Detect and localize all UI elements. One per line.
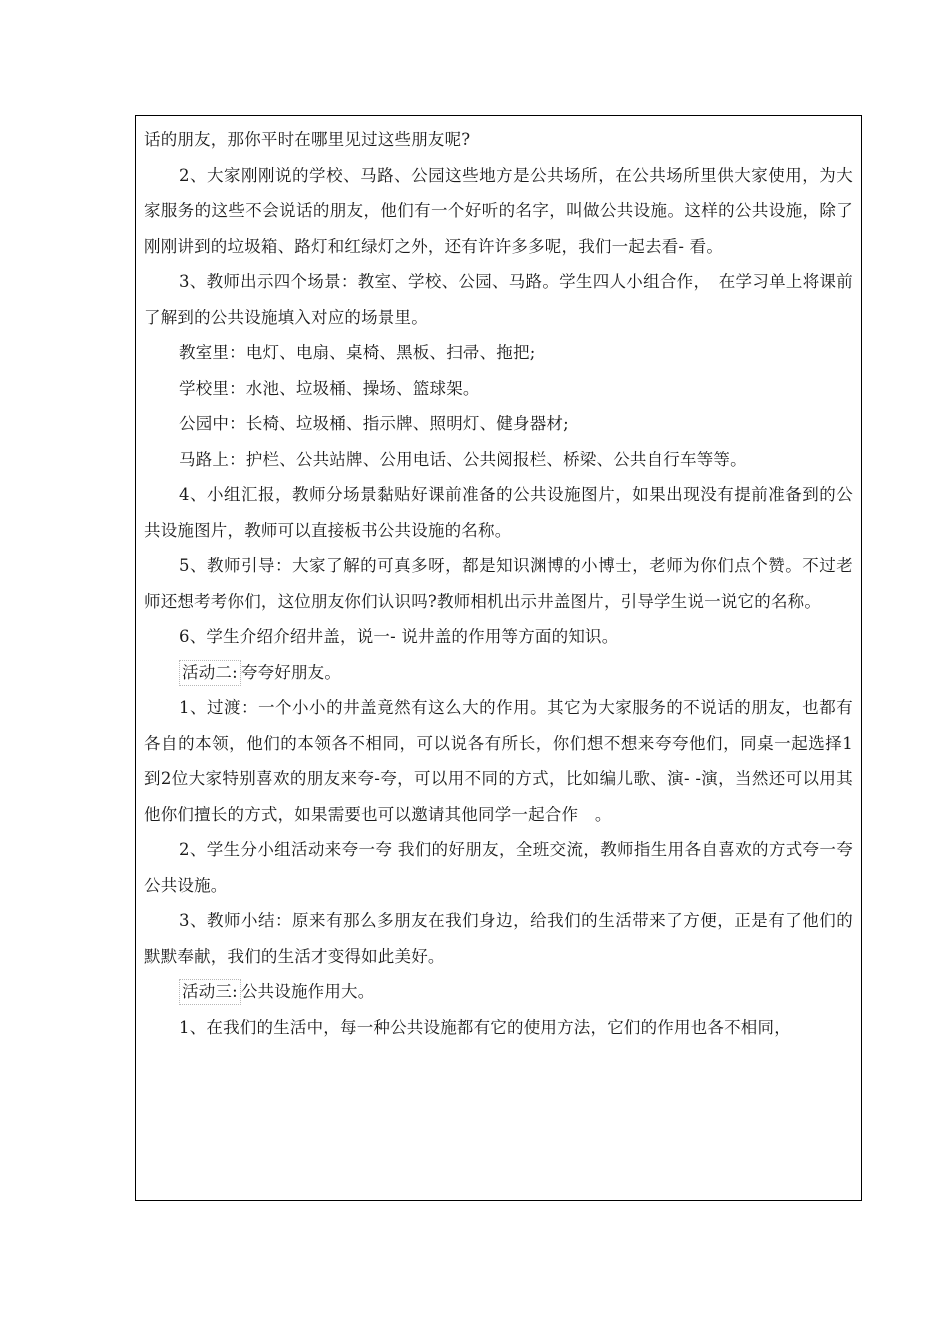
paragraph — [144, 619, 853, 655]
content-table-cell — [135, 115, 862, 1201]
activity-label: 活动二: — [179, 660, 241, 686]
paragraph — [144, 690, 853, 832]
paragraph-text: 6、学生介绍介绍井盖，说一- 说井盖的作用等方面的知识。 — [179, 627, 619, 646]
paragraph-text: 1、过渡：一个小小的井盖竟然有这么大的作用。其它为大家服务的不说话的朋友，也都有各自的本领，他们的本领各不相同，可以说各有所长，你们想不想来夸夸他们，同桌一起选择1到2位大家特别喜欢的朋友来夸-夸，可以用不同的方式，比如编儿歌、演- -演，当然还可以用其他你们擅长的方式，如果需要也可以邀请其他同学一起合作 。 — [144, 698, 853, 824]
paragraph-text: 学校里：水池、垃圾桶、操场、篮球架。 — [179, 378, 480, 398]
paragraph — [144, 442, 853, 478]
paragraph-text: 3、教师小结：原来有那么多朋友在我们身边，给我们的生活带来了方便，正是有了他们的默默奉献，我们的生活才变得如此美好。 — [144, 911, 853, 966]
paragraph — [144, 406, 853, 442]
paragraph-text: 1、在我们的生活中，每一种公共设施都有它的使用方法，它们的作用也各不相同， — [179, 1017, 791, 1037]
paragraph-text: 5、教师引导：大家了解的可真多呀，都是知识渊博的小博士，老师为你们点个赞。不过老师还想考考你们，这位朋友你们认识吗?教师相机出示井盖图片，引导学生说一说它的名称。 — [144, 556, 853, 611]
paragraph — [144, 832, 853, 903]
paragraph — [144, 903, 853, 974]
paragraph-text: 公共设施作用大。 — [240, 982, 375, 1001]
document-body — [144, 122, 853, 1045]
activity-heading — [144, 655, 853, 691]
paragraph — [144, 264, 853, 335]
paragraph — [144, 548, 853, 619]
paragraph — [144, 371, 853, 407]
paragraph-text: 2、学生分小组活动来夸一夸 我们的好朋友，全班交流，教师指生用各自喜欢的方式夸一夸 公共设施。 — [144, 840, 853, 895]
paragraph-text: 2、大家刚刚说的学校、马路、公园这些地方是公共场所，在公共场所里供大家使用，为大家服务的这些不会说话的朋友，他们有一个好听的名字，叫做公共设施。这样的公共设施，除了刚刚讲到的垃圾箱、路灯和红绿灯之外，还有许许多多呢，我们一起去看- 看。 — [144, 165, 853, 256]
paragraph-text: 夸夸好朋友。 — [240, 662, 342, 682]
activity-heading — [144, 974, 853, 1010]
paragraph — [144, 122, 853, 158]
paragraph-text: 马路上：护栏、公共站牌、公用电话、公共阅报栏、桥梁、公共自行车等等。 — [179, 449, 747, 469]
paragraph — [144, 335, 853, 371]
paragraph — [144, 158, 853, 265]
paragraph-text: 公园中：长椅、垃圾桶、指示牌、照明灯、健身器材; — [179, 414, 569, 433]
paragraph-text: 3、教师出示四个场景：教室、学校、公园、马路。学生四人小组合作， 在学习单上将课前了解到的公共设施填入对应的场景里。 — [144, 272, 853, 327]
paragraph — [144, 1010, 853, 1046]
paragraph — [144, 477, 853, 548]
paragraph-text: 4、小组汇报，教师分场景黏贴好课前准备的公共设施图片，如果出现没有提前准备到的公共设施图片，教师可以直接板书公共设施的名称。 — [144, 485, 853, 540]
paragraph-text: 教室里：电灯、电扇、桌椅、黑板、扫帚、拖把; — [179, 343, 536, 362]
activity-label: 活动三: — [179, 979, 241, 1005]
paragraph-text: 话的朋友，那你平时在哪里见过这些朋友呢? — [144, 130, 471, 149]
